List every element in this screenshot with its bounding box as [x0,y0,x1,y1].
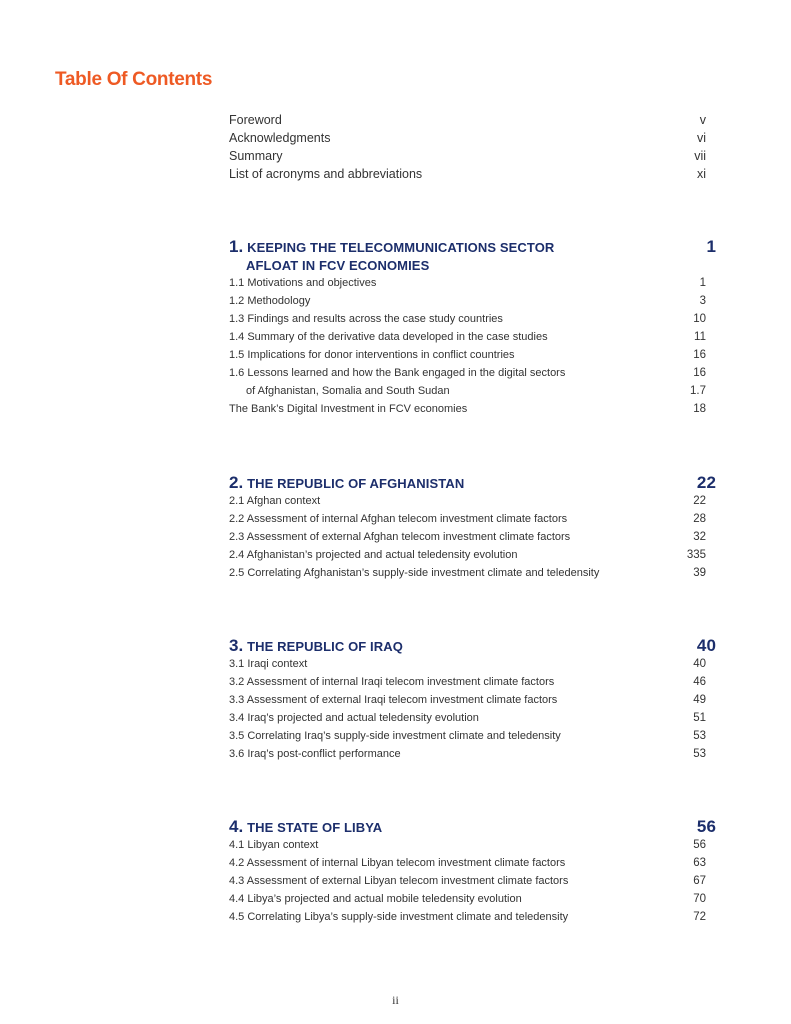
entry-page: 10 [693,313,706,325]
toc-entry[interactable] [229,293,716,311]
toc-entry[interactable] [229,329,716,347]
toc-entry[interactable] [229,728,716,746]
chapter-page: 40 [696,636,716,655]
entry-page: 28 [693,513,706,525]
entry-label: 3.1 Iraqi context [229,658,308,670]
entry-label: 4.3 Assessment of external Libyan telecom investment climate factors [229,875,569,887]
entry-page: v [699,113,706,127]
entry-page: 53 [693,748,706,760]
entry-page: 67 [693,875,706,887]
entry-label: 1.1 Motivations and objectives [229,277,377,289]
chapter-page: 22 [696,473,716,492]
entry-page: xi [696,167,706,181]
toc-entry[interactable] [229,275,716,293]
toc-entry[interactable] [229,674,716,692]
toc-entry[interactable] [229,855,716,873]
page-number: ii [392,993,399,1007]
entry-page: 22 [693,495,706,507]
entry-label: 3.4 Iraq’s projected and actual teledensity evolution [229,712,479,724]
entry-label: 2.1 Afghan context [229,495,321,507]
chapter-heading[interactable] [229,238,716,275]
entry-page: 1.7 [690,385,706,397]
entry-label: 4.2 Assessment of internal Libyan telecom investment climate factors [229,857,566,869]
chapter-number: 2. [229,473,244,492]
chapter-3 [229,637,716,764]
chapter-4 [229,818,716,927]
entry-page: vi [696,131,706,145]
toc-entry[interactable] [229,493,716,511]
entry-page: 72 [693,911,706,923]
toc-entry[interactable] [229,347,716,365]
entry-page: 11 [694,331,706,343]
entry-label: 2.2 Assessment of internal Afghan telecom investment climate factors [229,513,568,525]
chapter-heading[interactable] [229,818,716,837]
entry-page: 51 [693,712,706,724]
entry-label: 4.5 Correlating Libya’s supply-side investment climate and teledensity [229,911,569,923]
toc-entry[interactable] [229,112,706,130]
entry-label: 1.2 Methodology [229,295,311,307]
toc-entry[interactable] [229,837,716,855]
chapter-page: 56 [696,817,716,836]
toc-entry[interactable] [229,311,716,329]
toc-entry[interactable] [229,565,716,583]
entry-label: Summary [229,149,283,163]
entry-label: Acknowledgments [229,131,331,145]
entry-page: 16 [693,367,706,379]
chapter-heading[interactable] [229,474,716,493]
entry-label: 2.5 Correlating Afghanistan’s supply-side investment climate and teledensity [229,567,600,579]
toc-entry[interactable] [229,873,716,891]
entry-label: 1.5 Implications for donor interventions in conflict countries [229,349,515,361]
toc-entry[interactable] [229,130,706,148]
toc-entry[interactable] [229,383,716,401]
entry-label: 3.2 Assessment of internal Iraqi telecom investment climate factors [229,676,555,688]
entry-label: 2.3 Assessment of external Afghan telecom investment climate factors [229,531,571,543]
entry-label: Foreword [229,113,282,127]
entry-page: 46 [693,676,706,688]
entry-page: 70 [693,893,706,905]
chapter-heading[interactable] [229,637,716,656]
toc-entry[interactable] [229,891,716,909]
entry-label: 1.3 Findings and results across the case study countries [229,313,503,325]
chapter-title: THE STATE OF LIBYA [247,820,383,835]
entry-page: 53 [693,730,706,742]
entry-label: The Bank’s Digital Investment in FCV economies [229,403,468,415]
entry-page: 335 [686,549,706,561]
entry-page: 16 [693,349,706,361]
entry-page: 39 [693,567,706,579]
entry-label: 3.5 Correlating Iraq’s supply-side investment climate and teledensity [229,730,561,742]
toc-entry[interactable] [229,656,716,674]
chapter-title: THE REPUBLIC OF IRAQ [247,639,403,654]
entry-label: 4.4 Libya’s projected and actual mobile teledensity evolution [229,893,522,905]
toc-entry[interactable] [229,710,716,728]
toc-title: Table Of Contents [55,69,213,90]
toc-entry[interactable] [229,166,706,184]
toc-entry[interactable] [229,148,706,166]
entry-label: 1.6 Lessons learned and how the Bank engaged in the digital sectors [229,367,566,379]
toc-entry[interactable] [229,529,716,547]
entry-label: of Afghanistan, Somalia and South Sudan [246,385,450,397]
chapter-1 [229,238,716,419]
toc-entry[interactable] [229,547,716,565]
entry-label: 1.4 Summary of the derivative data developed in the case studies [229,331,548,343]
front-matter-list [229,112,706,184]
entry-page: 32 [693,531,706,543]
entry-page: 49 [693,694,706,706]
entry-label: List of acronyms and abbreviations [229,167,423,181]
chapter-page: 1 [706,237,716,256]
toc-entry[interactable] [229,746,716,764]
entry-page: 56 [693,839,706,851]
toc-entry[interactable] [229,511,716,529]
entry-page: 40 [693,658,706,670]
toc-entry[interactable] [229,365,716,383]
toc-entry[interactable] [229,692,716,710]
entry-page: 63 [693,857,706,869]
chapter-title-line2: AFLOAT IN FCV ECONOMIES [246,258,430,273]
entry-label: 2.4 Afghanistan’s projected and actual teledensity evolution [229,549,518,561]
entry-page: 1 [699,277,706,289]
chapter-number: 3. [229,636,244,655]
entry-label: 3.6 Iraq’s post-conflict performance [229,748,401,760]
toc-entry[interactable] [229,401,716,419]
chapter-title: KEEPING THE TELECOMMUNICATIONS SECTOR [247,240,555,255]
toc-entry[interactable] [229,909,716,927]
chapter-2 [229,474,716,583]
entry-page: 18 [693,403,706,415]
chapter-title: THE REPUBLIC OF AFGHANISTAN [247,476,465,491]
entry-page: 3 [699,295,706,307]
chapter-number: 4. [229,817,244,836]
entry-label: 4.1 Libyan context [229,839,319,851]
entry-label: 3.3 Assessment of external Iraqi telecom investment climate factors [229,694,558,706]
entry-page: vii [694,149,706,163]
chapter-number: 1. [229,237,244,256]
